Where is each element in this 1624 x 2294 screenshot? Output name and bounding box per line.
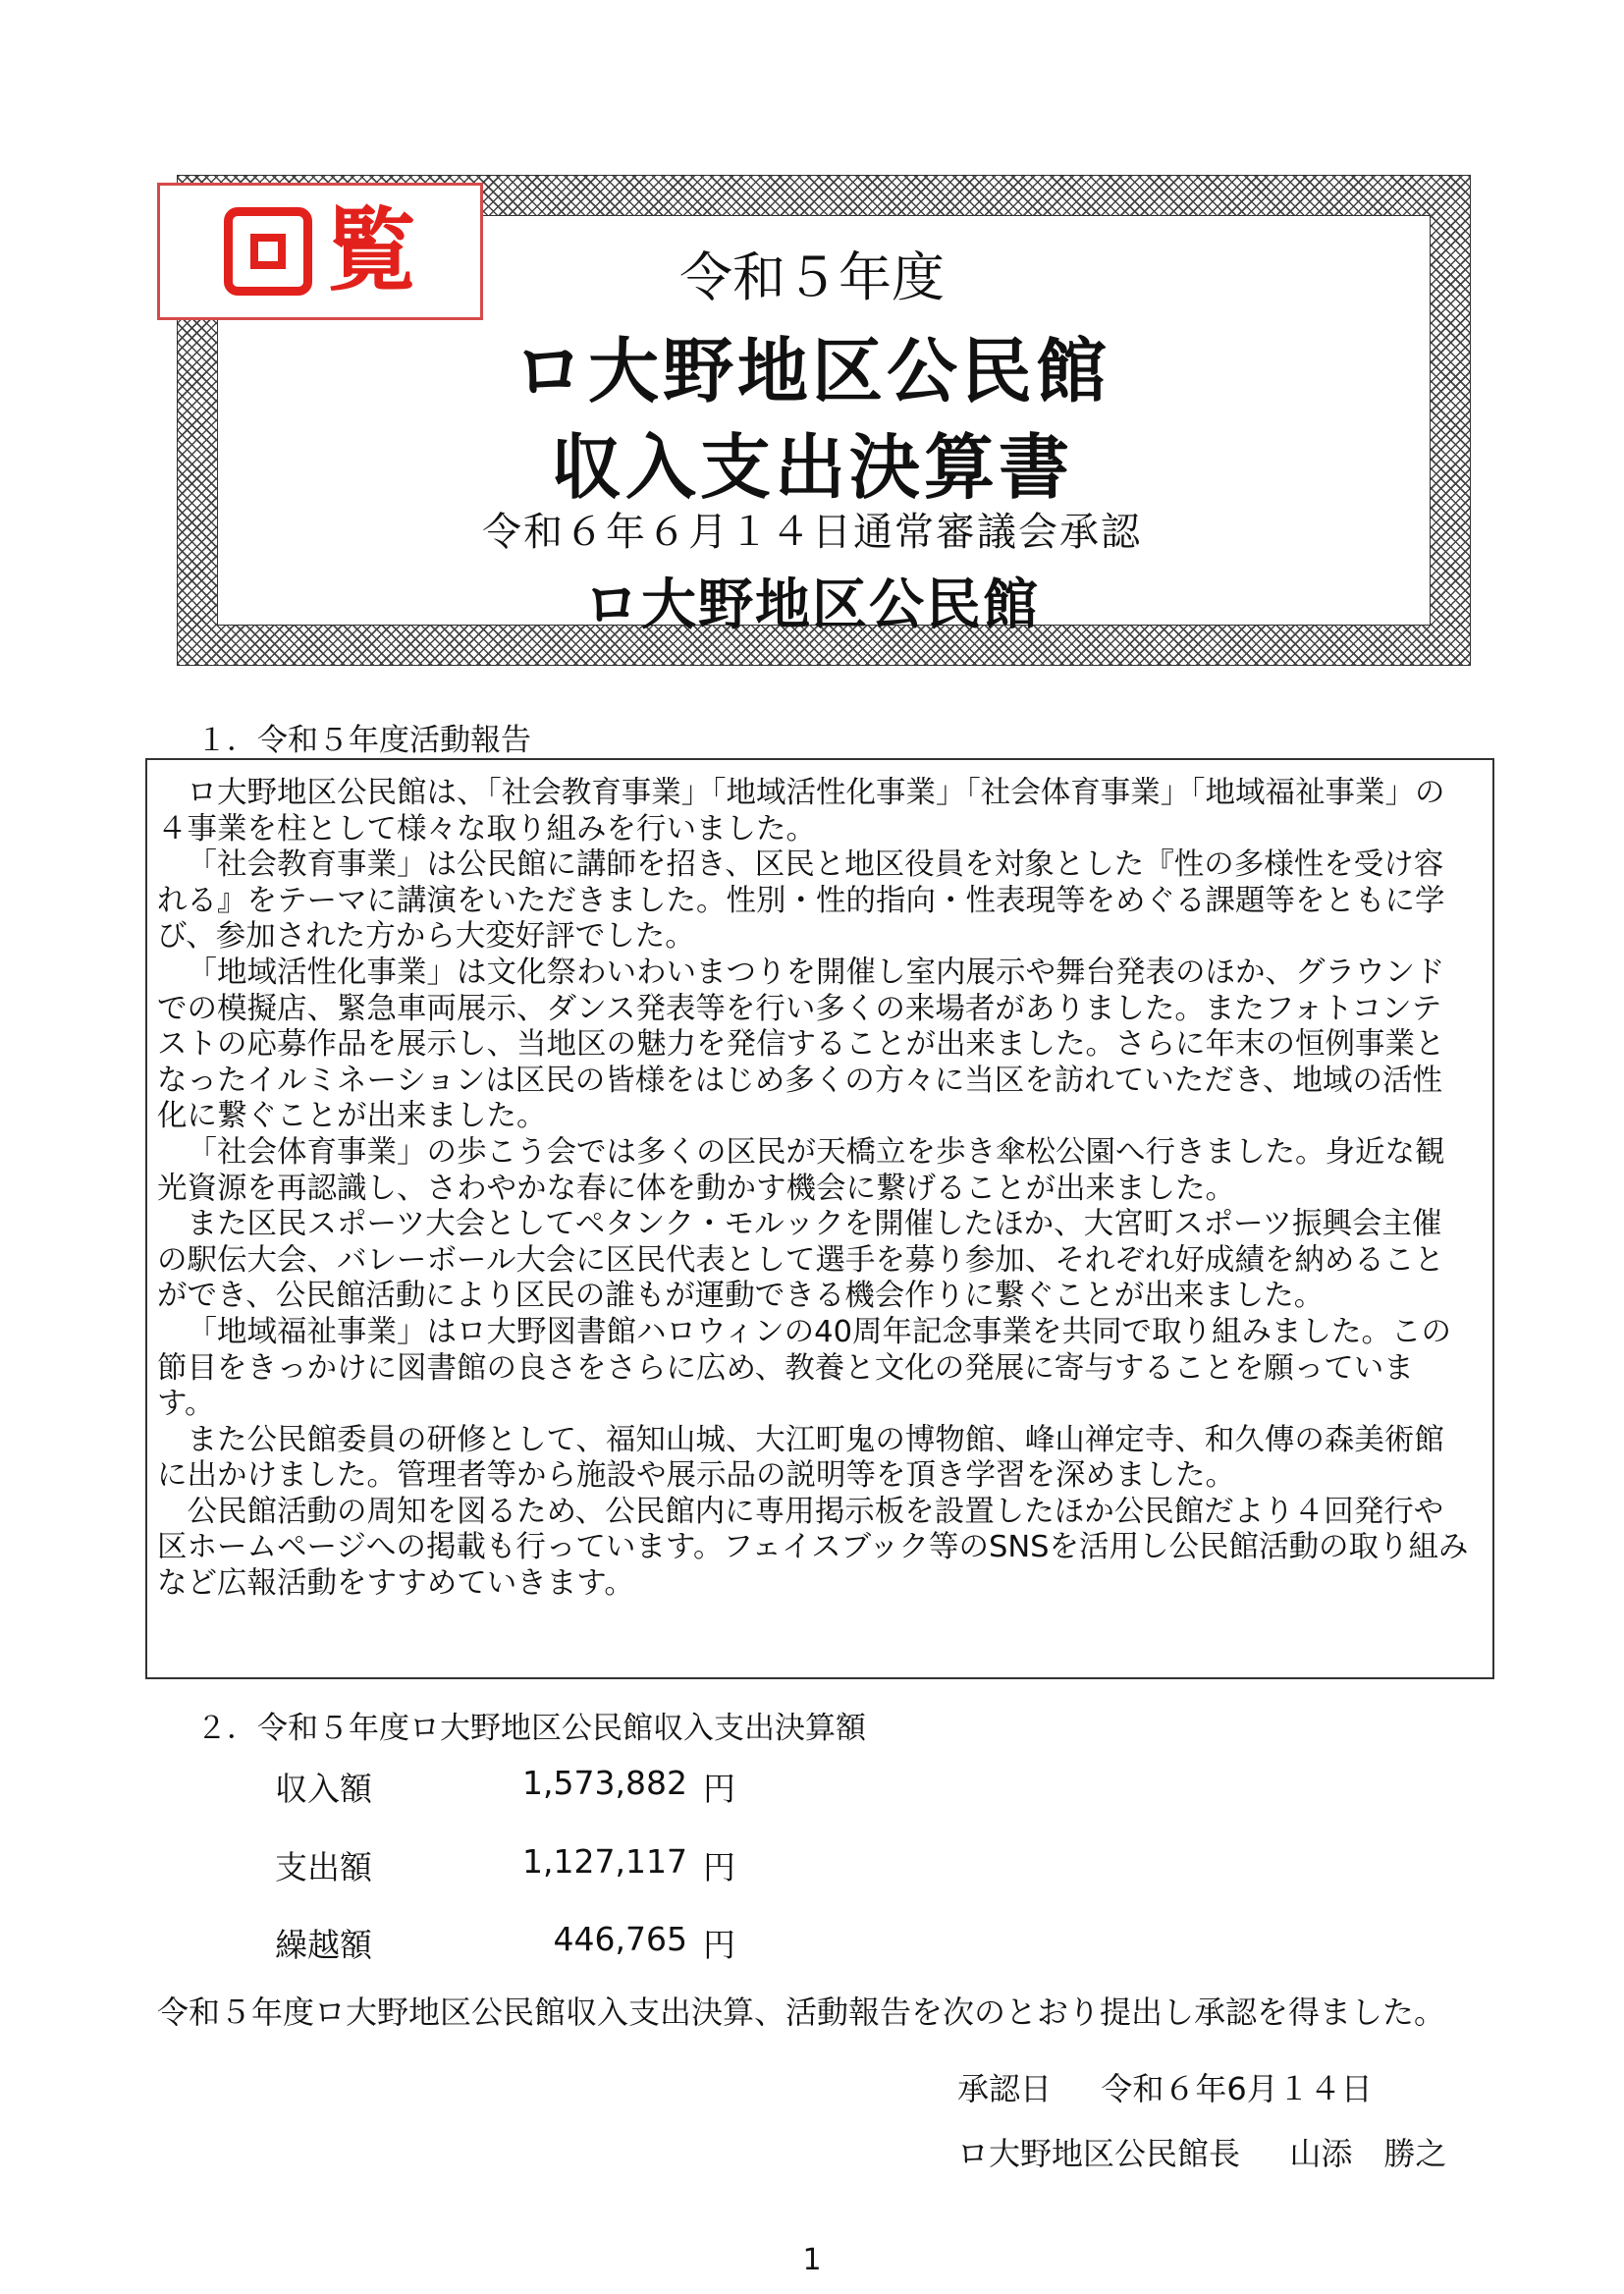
amount-label: 支出額 <box>275 1848 372 1886</box>
signer-name: 山添 勝之 <box>1289 2135 1447 2172</box>
organization-name: ロ大野地区公民館 <box>584 574 1040 637</box>
page-number: 1 <box>802 2243 822 2277</box>
section2-heading: ２．令和５年度ロ大野地区公民館収入支出決算額 <box>196 1711 866 1746</box>
amount-value: 1,127,117 <box>522 1842 687 1881</box>
amount-label: 収入額 <box>275 1770 372 1808</box>
amount-value: 1,573,882 <box>522 1764 687 1802</box>
stamp-glyph-ran: 覧 <box>325 198 416 303</box>
report-paragraph: 「社会体育事業」の歩こう会では多くの区民が天橋立を歩き傘松公園へ行きました。身近な観光資源を再認識し、さわやかな春に体を動かす機会に繋げることが出来ました。 <box>157 1134 1445 1206</box>
fiscal-year-title: 令和５年度 <box>679 246 945 308</box>
report-paragraph: また区民スポーツ大会としてペタンク・モルックを開催したほか、大宮町スポーツ振興会主催の駅伝大会、バレーボール大会に区民代表として選手を募り参加、それぞれ好成績を納めることができ、公民館活動により区民の誰もが運動できる機会作りに繋ぐことが出来ました。 <box>157 1207 1444 1314</box>
approval-statement: 令和５年度ロ大野地区公民館収入支出決算、活動報告を次のとおり提出し承認を得ました。 <box>157 1994 1446 2031</box>
signer-title: ロ大野地区公民館長 <box>957 2135 1241 2172</box>
amount-unit: 円 <box>703 1848 735 1886</box>
section1-heading: １．令和５年度活動報告 <box>196 723 531 758</box>
signer <box>957 2129 1446 2174</box>
amount-value: 446,765 <box>553 1920 687 1958</box>
report-paragraph: 公民館活動の周知を図るため、公民館内に専用掲示板を設置したほか公民館だより４回発行や区ホームページへの掲載も行っています。フェイスブック等のSNSを活用し公民館活動の取り組みなど広報活動をすすめていきます。 <box>157 1494 1469 1602</box>
main-title-line1: ロ大野地区公民館 <box>513 330 1110 412</box>
approval-date <box>957 2064 1373 2109</box>
amount-unit: 円 <box>703 1926 735 1964</box>
report-paragraph: 「地域福祉事業」はロ大野図書館ハロウィンの40周年記念事業を共同で取り組みました。この節目をきっかけに図書館の良さをさらに広め、教養と文化の発展に寄与することを願っています。 <box>157 1314 1451 1422</box>
activity-report-box <box>145 758 1494 1679</box>
report-paragraph: ロ大野地区公民館は、「社会教育事業」「地域活性化事業」「社会体育事業」「地域福祉事業」の４事業を柱として様々な取り組みを行いました。 <box>157 776 1445 847</box>
approval-line: 令和６年６月１４日通常審議会承認 <box>482 510 1142 555</box>
main-title-line2: 収入支出決算書 <box>550 426 1073 509</box>
approval-date-label: 承認日 <box>957 2070 1053 2107</box>
report-paragraph: 「地域活性化事業」は文化祭わいわいまつりを開催し室内展示や舞台発表のほか、グラウンドでの模擬店、緊急車両展示、ダンス発表等を行い多くの来場者がありました。またフォトコンテストの応募作品を展示し、当地区の魅力を発信することが出来ました。さらに年末の恒例事業となったイルミネーションは区民の皆様をはじめ多くの方々に当区を訪れていただき、地域の活性化に繋ぐことが出来ました。 <box>157 955 1445 1134</box>
amount-unit: 円 <box>703 1770 735 1808</box>
approval-date-value: 令和６年6月１４日 <box>1101 2070 1373 2107</box>
report-paragraph: 「社会教育事業」は公民館に講師を招き、区民と地区役員を対象とした『性の多様性を受け容れる』をテーマに講演をいただきました。性別・性的指向・性表現等をめぐる課題等をともに学び、参加された方から大変好評でした。 <box>157 847 1445 955</box>
report-paragraph: また公民館委員の研修として、福知山城、大江町鬼の博物館、峰山禅定寺、和久傳の森美術館に出かけました。管理者等から施設や展示品の説明等を頂き学習を深めました。 <box>157 1422 1444 1494</box>
amount-label: 繰越額 <box>275 1926 372 1964</box>
